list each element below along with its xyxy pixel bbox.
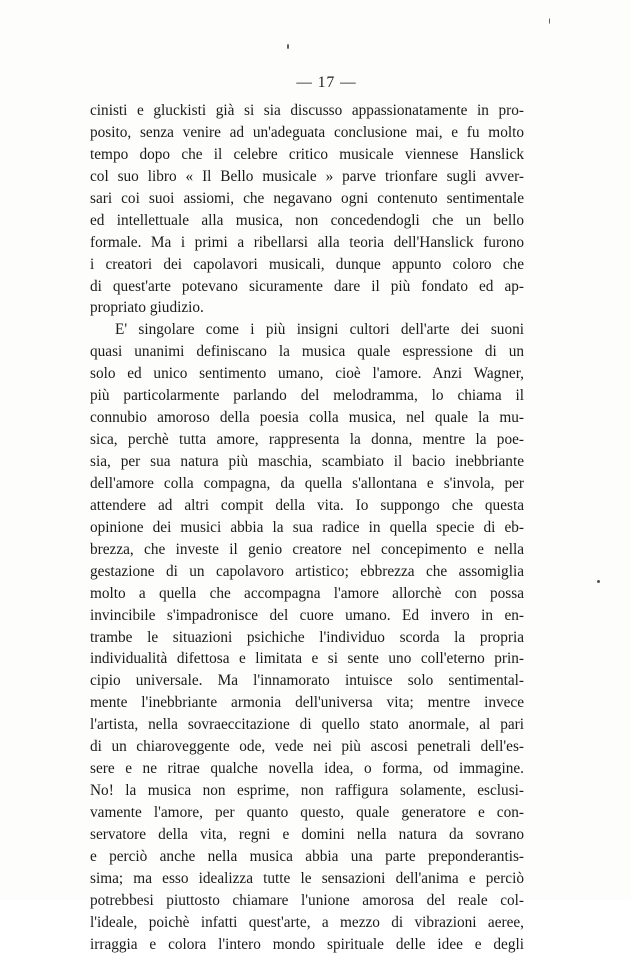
text-line: mente l'inebbriante armonia dell'universa vita; mentre invece [90,694,524,712]
ink-speck [597,580,600,583]
text-line: formale. Ma i primi a ribellarsi alla teoria dell'Hanslick furono [90,233,524,251]
text-line: trambe le situazioni psichiche l'individuo scorda la propria [90,628,524,646]
text-line: dell'amore colla compagna, da quella s'allontana e s'invola, per [90,474,524,492]
body-text [90,100,524,956]
text-line: propriato giudizio. [90,299,204,317]
text-line: quasi unanimi definiscano la musica quale espressione di un [90,343,524,361]
text-line: No! la musica non esprime, non raffigura solamente, esclusi- [90,782,524,800]
text-line: cipio universale. Ma l'innamorato intuisce solo sentimental- [90,672,524,690]
text-line: connubio amoroso della poesia colla musica, nel quale la mu- [90,409,524,427]
text-line: più particolarmente parlando del melodramma, lo chiama il [90,387,524,405]
text-line: brezza, che investe il genio creatore nel concepimento e nella [90,540,524,558]
text-line: cinisti e gluckisti già si sia discusso appassionatamente in pro- [90,102,524,119]
text-line: servatore della vita, regni e domini nella natura da sovrano [90,825,524,843]
text-line: i creatori dei capolavori musicali, dunque appunto coloro che [90,255,524,273]
text-line: l'artista, nella sovraeccitazione di quello stato anormale, al pari [90,716,524,734]
text-line: di un chiaroveggente ode, vede nei più ascosi penetrali dell'es- [90,738,524,756]
text-line: tempo dopo che il celebre critico musicale viennese Hanslick [90,145,524,163]
text-line: sica, perchè tutta amore, rappresenta la donna, mentre la poe- [90,431,524,449]
text-line: potrebbesi piuttosto chiamare l'unione amorosa del reale col- [90,891,524,909]
text-line: solo ed unico sentimento umano, cioè l'amore. Anzi Wagner, [90,365,524,383]
text-line: invincibile s'impadronisce del cuore umano. Ed invero in en- [90,606,524,624]
text-line: individualità difettosa e limitata e si sente uno coll'eterno prin- [90,650,524,668]
text-line: posito, senza venire ad un'adeguata conclusione mai, e fu molto [90,123,524,141]
paragraph-2 [90,319,524,955]
text-line: e perciò anche nella musica abbia una parte preponderantis- [90,847,524,865]
text-line: sere e ne ritrae qualche novella idea, o forma, od immagine. [90,760,524,778]
text-line: attendere ad altri compit della vita. Io suppongo che questa [90,496,524,514]
text-line: E' singolare come i più insigni cultori dell'arte dei suoni [115,321,524,339]
text-line: di quest'arte potevano sicuramente dare il più fondato ed ap- [90,277,524,295]
text-line: irraggia e colora l'intero mondo spirituale delle idee e degli [90,935,524,953]
text-line: ed intellettuale alla musica, non concedendogli che un bello [90,211,524,229]
text-line: col suo libro « Il Bello musicale » parve trionfare sugli avver- [90,167,524,185]
text-line: vamente l'amore, per quanto questo, quale generatore e con- [90,804,524,821]
paragraph-1 [90,100,524,319]
text-line: sima; ma esso idealizza tutte le sensazioni dell'anima e perciò [90,869,524,887]
ink-speck [287,44,289,49]
page-number: — 17 — [296,74,357,91]
text-line: sari coi suoi assiomi, che negavano ogni contenuto sentimentale [90,189,524,207]
text-line: gestazione di un capolavoro artistico; ebbrezza che assomiglia [90,562,524,580]
text-line: molto a quella che accompagna l'amore allorchè con possa [90,584,524,602]
ink-speck [549,18,550,24]
text-line: opinione dei musici abbia la sua radice in quella specie di eb- [90,518,524,536]
text-line: l'ideale, poichè infatti quest'arte, a mezzo di vibrazioni aeree, [90,913,524,931]
text-line: sia, per sua natura più maschia, scambiato il bacio inebbriante [90,453,524,470]
